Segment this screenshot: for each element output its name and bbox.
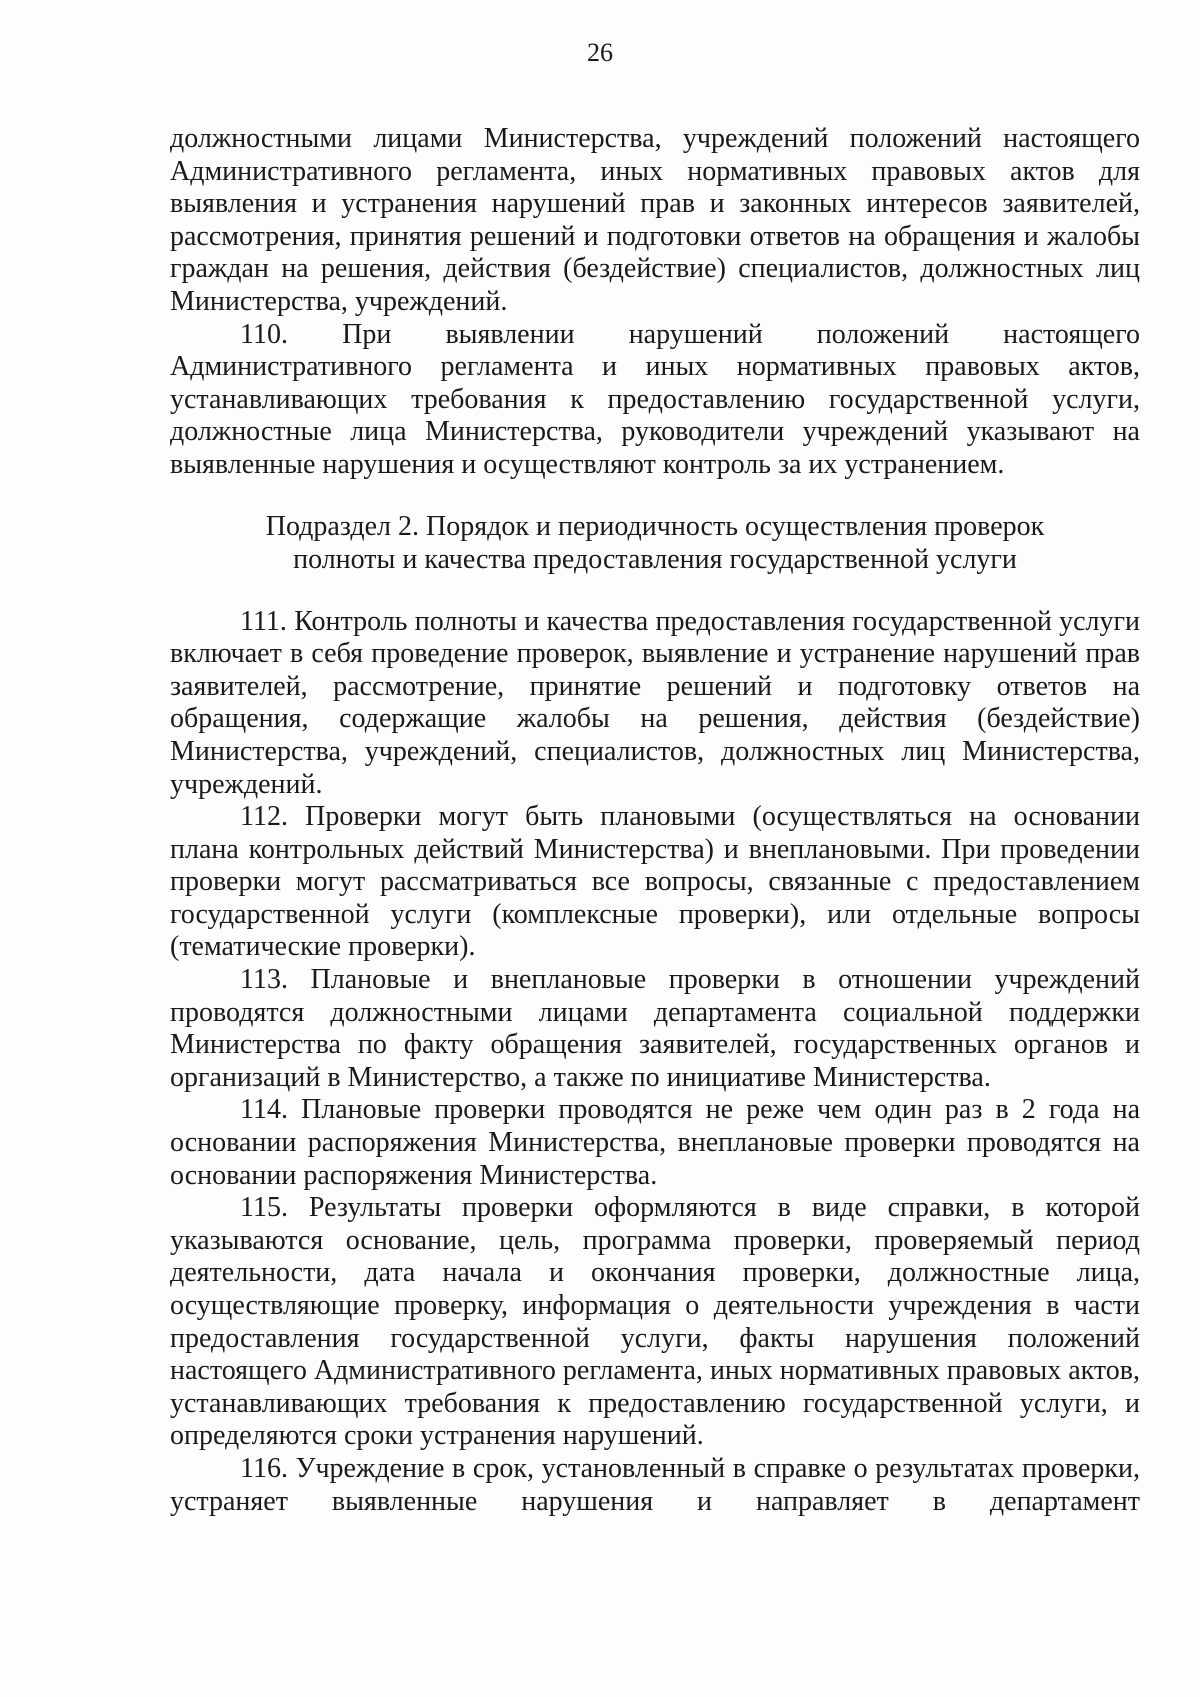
paragraph-116 [170, 1453, 1140, 1518]
paragraph-number: 114. [240, 1094, 288, 1126]
paragraph-110 [170, 319, 1140, 482]
paragraph-114 [170, 1094, 1140, 1192]
paragraph-number: 111. [240, 605, 287, 637]
paragraph-text: Плановые проверки проводятся не реже чем один раз в 2 года на основании распоряжения Министерства, внеплановые проверки проводятся на основании распоряжения Министерства. [170, 1094, 1141, 1191]
paragraph-text: Результаты проверки оформляются в виде справки, в которой указываются основание, цель, программа проверки, проверяемый период деятельности, дата начала и окончания проверки, должностные лица, осуществляющие проверку, информация о деятельности учреждения в части предоставления государственной услуги, факты нарушения положений настоящего Административного регламента, иных нормативных правовых актов, устанавливающих требования к предоставлению государственной услуги, и определяются сроки устранения нарушений. [170, 1192, 1141, 1452]
paragraph-number: 112. [240, 801, 288, 833]
subsection-heading-line-1: Подраздел 2. Порядок и периодичность осуществления проверок [265, 510, 1045, 542]
subsection-heading [170, 510, 1140, 576]
paragraph-111 [170, 606, 1140, 802]
paragraph-115 [170, 1192, 1140, 1453]
paragraph-number: 116. [240, 1452, 288, 1484]
page-number: 26 [587, 38, 613, 67]
paragraph-text: Плановые и внеплановые проверки в отношении учреждений проводятся должностными лицами департамента социальной поддержки Министерства по факту обращения заявителей, государственных органов и организаций в Министерство, а также по инициативе Министерства. [170, 964, 1141, 1093]
continuation-paragraph: должностными лицами Министерства, учреждений положений настоящего Административного регламента, иных нормативных правовых актов для выявления и устранения нарушений прав и законных интересов заявителей, рассмотрения, принятия решений и подготовки ответов на обращения и жалобы граждан на решения, действия (бездействие) специалистов, должностных лиц Министерства, учреждений. [170, 123, 1140, 317]
document-body [170, 123, 1140, 1518]
paragraph-text: При выявлении нарушений положений настоящего Административного регламента и иных нормативных правовых актов, устанавливающих требования к предоставлению государственной услуги, должностные лица Министерства, руководители учреждений указывают на выявленные нарушения и осуществляют контроль за их устранением. [170, 318, 1141, 480]
paragraph-112 [170, 801, 1140, 964]
paragraph-113 [170, 964, 1140, 1094]
subsection-heading-line-2: полноты и качества предоставления государственной услуги [293, 543, 1017, 575]
paragraph-number: 113. [240, 964, 288, 996]
paragraph-text: Контроль полноты и качества предоставления государственной услуги включает в себя проведение проверок, выявление и устранение нарушений прав заявителей, рассмотрение, принятие решений и подготовку ответов на обращения, содержащие жалобы на решения, действия (бездействие) Министерства, учреждений, специалистов, должностных лиц Министерства, учреждений. [170, 605, 1140, 800]
paragraph-text: Учреждение в срок, установленный в справке о результатах проверки, устраняет выявленные нарушения и направляет в департамент [170, 1452, 1141, 1517]
paragraph-number: 115. [240, 1192, 288, 1224]
paragraph-number: 110. [240, 318, 288, 350]
paragraph-text: Проверки могут быть плановыми (осуществляться на основании плана контрольных действий Министерства) и внеплановыми. При проведении проверки могут рассматриваться все вопросы, связанные с предоставлением государственной услуги (комплексные проверки), или отдельные вопросы (тематические проверки). [170, 801, 1141, 963]
